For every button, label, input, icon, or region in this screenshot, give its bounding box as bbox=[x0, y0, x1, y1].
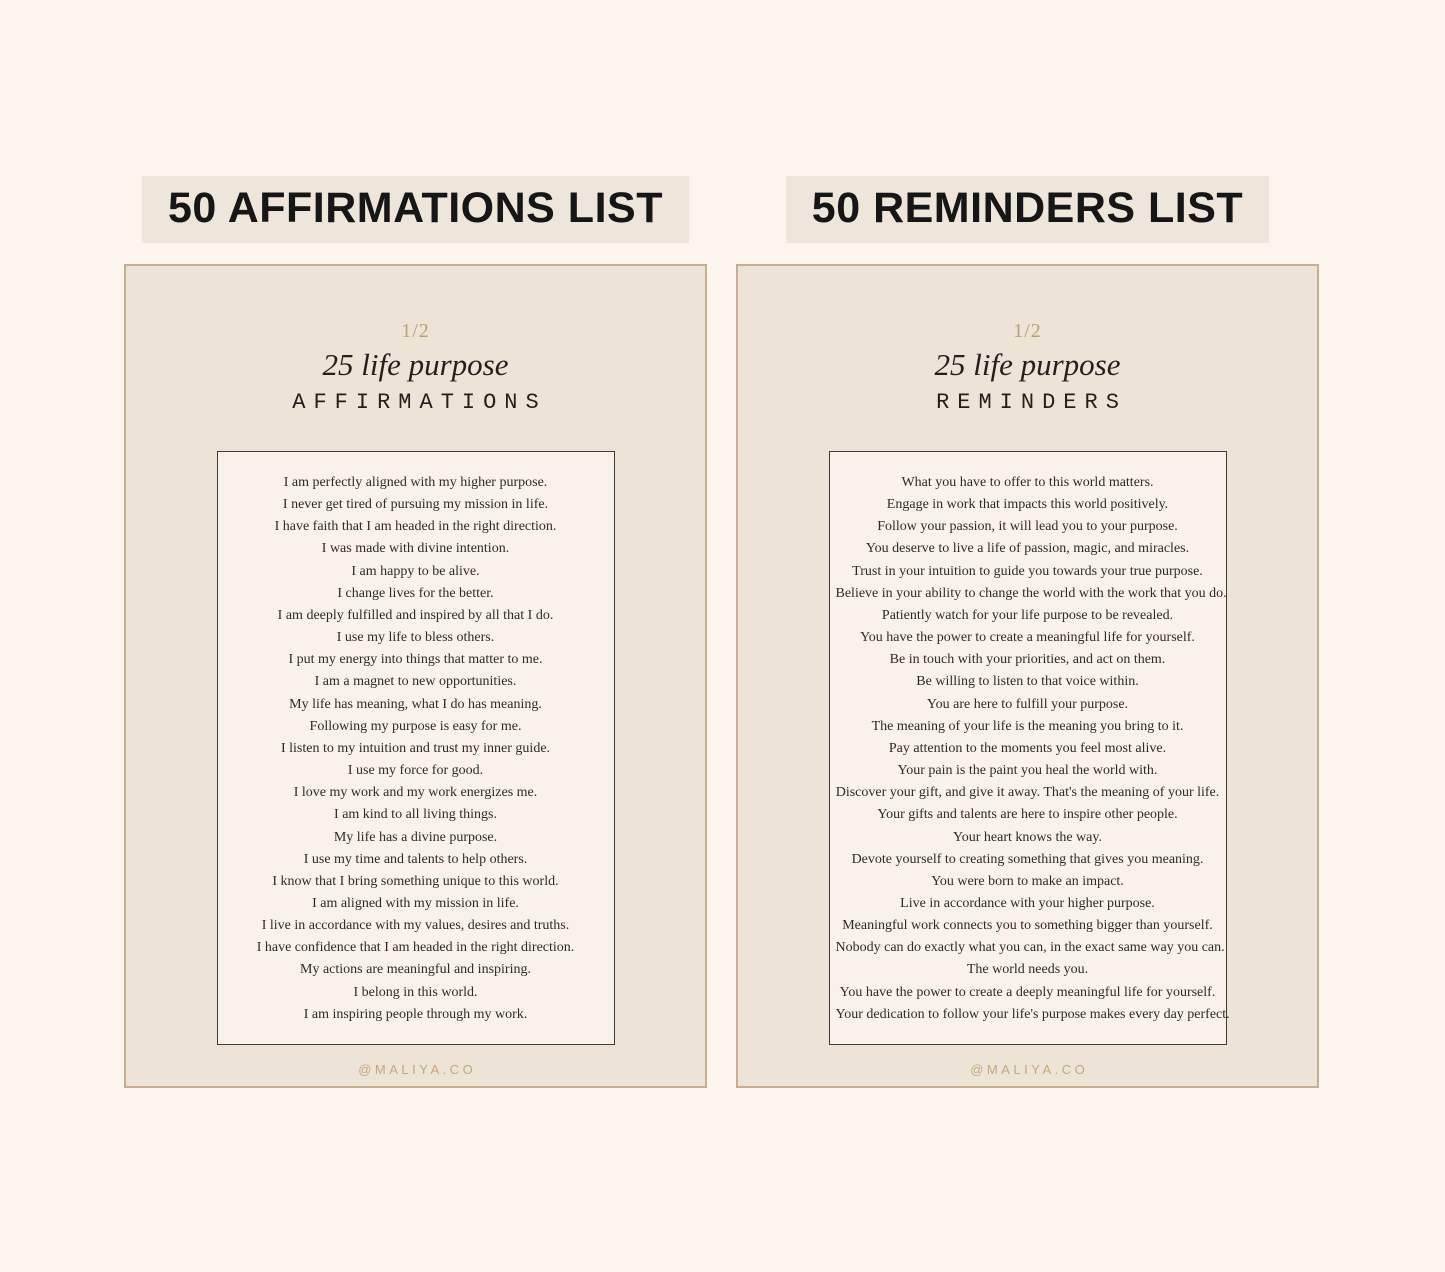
list-item: I use my force for good. bbox=[347, 763, 484, 779]
list-item: You deserve to live a life of passion, magic, and miracles. bbox=[865, 541, 1190, 557]
list-item: What you have to offer to this world matters. bbox=[901, 475, 1154, 490]
card-heading: AFFIRMATIONS bbox=[292, 390, 547, 415]
list-item: You have the power to create a meaningful life for yourself. bbox=[860, 630, 1195, 646]
list-item: I know that I bring something unique to this world. bbox=[272, 873, 559, 889]
list-item: Engage in work that impacts this world positively. bbox=[886, 497, 1169, 513]
list-item: The world needs you. bbox=[966, 962, 1089, 978]
page-indicator: 1/2 bbox=[1013, 320, 1042, 342]
panel-title: 50 AFFIRMATIONS LIST bbox=[168, 184, 663, 232]
list-item: You are here to fulfill your purpose. bbox=[926, 696, 1129, 712]
list-item: I have confidence that I am headed in the right direction. bbox=[256, 940, 575, 956]
list-item: Following my purpose is easy for me. bbox=[309, 718, 522, 734]
card-heading: REMINDERS bbox=[936, 390, 1127, 415]
brand-watermark: @MALIYA.CO bbox=[970, 1061, 1089, 1077]
list-item: The meaning of your life is the meaning you bring to it. bbox=[871, 718, 1184, 734]
list-item: Your dedication to follow your life's purpose makes every day perfect. bbox=[835, 1006, 1230, 1022]
list-item: I use my time and talents to help others. bbox=[303, 851, 528, 867]
list-item: I use my life to bless others. bbox=[336, 630, 495, 646]
list-item: Be in touch with your priorities, and act on them. bbox=[889, 652, 1166, 668]
list-item: My life has a divine purpose. bbox=[333, 829, 498, 845]
reminders-list bbox=[829, 451, 1230, 1045]
affirmations-card bbox=[124, 264, 707, 1088]
list-item: I never get tired of pursuing my mission in life. bbox=[282, 497, 549, 513]
list-item: Your gifts and talents are here to inspire other people. bbox=[877, 807, 1178, 823]
list-item: Be willing to listen to that voice within. bbox=[916, 674, 1139, 690]
list-item: I am inspiring people through my work. bbox=[303, 1006, 528, 1022]
list-item: I live in accordance with my values, desires and truths. bbox=[261, 918, 570, 934]
list-item: Pay attention to the moments you feel most alive. bbox=[888, 740, 1167, 756]
list-item: Nobody can do exactly what you can, in the exact same way you can. bbox=[835, 940, 1225, 956]
card-subtitle: 25 life purpose bbox=[934, 347, 1121, 382]
list-item: Meaningful work connects you to something bigger than yourself. bbox=[842, 918, 1213, 934]
panel-title: 50 REMINDERS LIST bbox=[811, 184, 1244, 232]
list-item: Live in accordance with your higher purpose. bbox=[900, 895, 1155, 911]
reminders-card bbox=[736, 264, 1319, 1088]
list-item: I was made with divine intention. bbox=[321, 541, 510, 557]
affirmations-panel bbox=[124, 176, 707, 1088]
list-item: You have the power to create a deeply meaningful life for yourself. bbox=[839, 984, 1216, 1000]
reminders-title-box bbox=[786, 176, 1269, 243]
list-item: I belong in this world. bbox=[353, 984, 478, 1000]
list-item: Follow your passion, it will lead you to your purpose. bbox=[877, 519, 1178, 535]
card-subtitle: 25 life purpose bbox=[322, 347, 509, 382]
list-item: Patiently watch for your life purpose to be revealed. bbox=[881, 607, 1174, 623]
list-item: I have faith that I am headed in the right direction. bbox=[274, 519, 557, 535]
reminders-panel bbox=[736, 176, 1319, 1088]
list-item: You were born to make an impact. bbox=[931, 873, 1124, 889]
list-item: Believe in your ability to change the world with the work that you do. bbox=[835, 585, 1227, 601]
list-item: Your pain is the paint you heal the world with. bbox=[897, 763, 1158, 779]
list-item: I am kind to all living things. bbox=[334, 807, 497, 823]
affirmations-title-box bbox=[142, 176, 689, 243]
list-item: I put my energy into things that matter to me. bbox=[288, 652, 543, 668]
affirmations-list bbox=[217, 451, 615, 1045]
list-item: Trust in your intuition to guide you towards your true purpose. bbox=[852, 563, 1203, 579]
list-item: I am happy to be alive. bbox=[351, 563, 480, 579]
list-item: I am perfectly aligned with my higher purpose. bbox=[283, 475, 548, 490]
list-item: Discover your gift, and give it away. That's the meaning of your life. bbox=[835, 785, 1220, 801]
list-item: I am aligned with my mission in life. bbox=[312, 895, 519, 911]
list-item: Your heart knows the way. bbox=[953, 829, 1102, 845]
list-item: I am a magnet to new opportunities. bbox=[314, 674, 517, 690]
list-item: My actions are meaningful and inspiring. bbox=[300, 962, 531, 978]
list-item: I change lives for the better. bbox=[337, 585, 494, 601]
list-item: I am deeply fulfilled and inspired by all that I do. bbox=[277, 607, 554, 623]
list-item: I listen to my intuition and trust my inner guide. bbox=[280, 740, 551, 756]
brand-watermark: @MALIYA.CO bbox=[358, 1061, 477, 1077]
list-item: My life has meaning, what I do has meaning. bbox=[289, 696, 542, 712]
list-item: I love my work and my work energizes me. bbox=[293, 785, 538, 801]
page-indicator: 1/2 bbox=[401, 320, 430, 342]
list-item: Devote yourself to creating something that gives you meaning. bbox=[851, 851, 1204, 867]
